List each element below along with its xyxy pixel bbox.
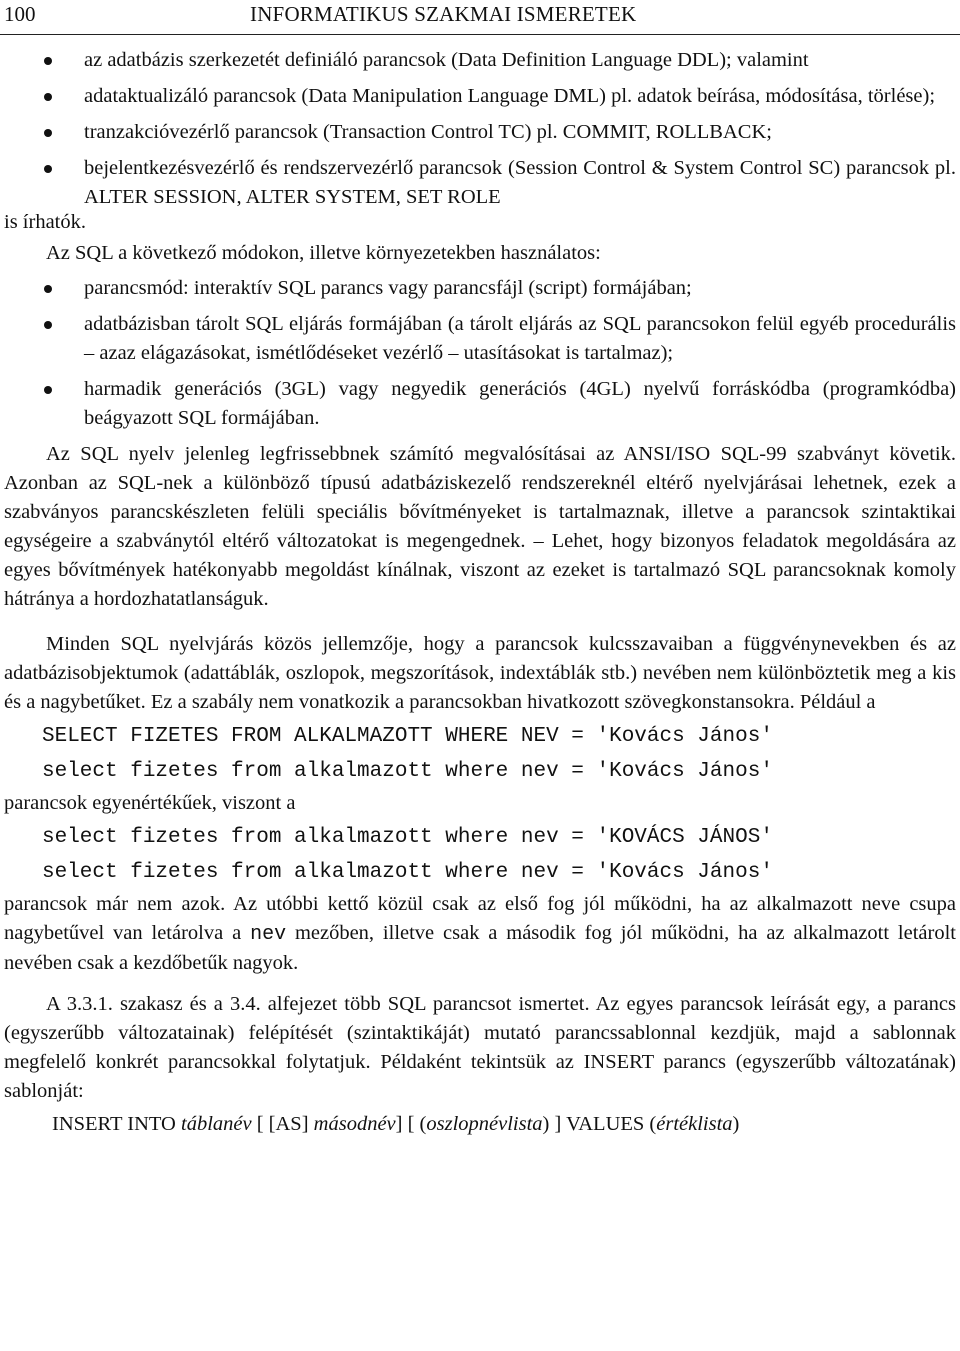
paragraph-not-equivalent: parancsok már nem azok. Az utóbbi kettő közül csak az első fog jól működni, ha az alkalmazott neve csupa nagybetűvel van letárolva a nev mezőben, illetve csak a második fog jól működni, ha az alkalmazott letárolt nevében csak a kezdőbetűk nagyok. xyxy=(4,893,956,974)
bullet-icon xyxy=(44,57,52,65)
bullet-icon xyxy=(44,129,52,137)
placeholder-table-name: táblanév xyxy=(181,1113,252,1135)
code-line: select fizetes from alkalmazott where nev = 'Kovács János' xyxy=(42,760,773,783)
code-line: select fizetes from alkalmazott where nev = 'KOVÁCS JÁNOS' xyxy=(42,826,773,849)
paragraph-case-insensitivity: Minden SQL nyelvjárás közös jellemzője, hogy a parancsok kulcsszavaiban a függvénynevekben és az adatbázisobjektumok (adattáblák, oszlopok, megszorítások, indextáblák stb.) nevében nem különböztetik meg a kis és a nagybetűket. Ez a szabály nem vonatkozik a parancsokban hivatkozott szövegkonstansokra. Például a xyxy=(4,633,956,713)
placeholder-column-list: oszlopnévlista xyxy=(426,1113,543,1135)
placeholder-value-list: értéklista xyxy=(656,1113,733,1135)
list-item: parancsmód: interaktív SQL parancs vagy parancsfájl (script) formájában; xyxy=(4,274,956,303)
page-header xyxy=(0,0,960,35)
code-example-different xyxy=(4,820,956,890)
code-line: SELECT FIZETES FROM ALKALMAZOTT WHERE NEV = 'Kovács János' xyxy=(42,725,773,748)
paragraph-equivalent: parancsok egyenértékűek, viszont a xyxy=(4,792,296,814)
bullet-icon xyxy=(44,285,52,293)
running-title: INFORMATIKUS SZAKMAI ISMERETEK xyxy=(250,2,637,26)
paragraph-section-intro: A 3.3.1. szakasz és a 3.4. alfejezet több SQL parancsot ismertet. Az egyes parancsok leírását egy, a parancs (egyszerűbb változatainak) felépítését (szintaktikáját) mutató parancssablonnal kezdjük, majd a sablonnak megfelelő konkrét parancsokkal folytatjuk. Példaként tekintsük az INSERT parancs (egyszerűbb változatának) sablonját: xyxy=(4,993,956,1102)
insert-syntax-template: INSERT INTO táblanév [ [AS] másodnév] [ (oszlopnévlista) ] VALUES (értéklista) xyxy=(52,1113,740,1135)
bullet-icon xyxy=(44,321,52,329)
list-item: adatbázisban tárolt SQL eljárás formájában (a tárolt eljárás az SQL parancsokon felül egyéb procedurális – azaz elágazásokat, ismétlődéseket vezérlő – utasításokat is tartalmaz); xyxy=(4,310,956,368)
bullet-icon xyxy=(44,386,52,394)
page-number: 100 xyxy=(4,2,36,26)
bullet-icon xyxy=(44,93,52,101)
code-line: select fizetes from alkalmazott where nev = 'Kovács János' xyxy=(42,861,773,884)
placeholder-alias: másodnév xyxy=(313,1113,396,1135)
list-item: adataktualizáló parancsok (Data Manipulation Language DML) pl. adatok beírása, módosítása, törlése); xyxy=(4,82,956,111)
inline-code: nev xyxy=(250,923,287,946)
list-item: harmadik generációs (3GL) vagy negyedik generációs (4GL) nyelvű forráskódba (programkódba) beágyazott SQL formájában. xyxy=(4,375,956,433)
bullet-icon xyxy=(44,165,52,173)
list-item: bejelentkezésvezérlő és rendszervezérlő parancsok (Session Control & System Control SC) parancsok pl. ALTER SESSION, ALTER SYSTEM, SET ROLE xyxy=(4,154,956,212)
paragraph-ansi-iso: Az SQL nyelv jelenleg legfrissebbnek számító megvalósításai az ANSI/ISO SQL-99 szabványt követik. Azonban az SQL-nek a különböző típusú adatbáziskezelő rendszereknél eltérő nyelvjárásai lehetnek, ezek a szabványos parancskészleten felüli speciális bővítményeket is tartalmaznak, illetve a parancsok szintaktikai egységeire a szabványtól eltérő változatokat is megengednek. – Lehet, hogy bizonyos feladatok megoldására az egyes bővítmények hatékonyabb megoldást kínálnak, viszont az ezeket is tartalmazó SQL parancsoknak komoly hátránya a hordozhatatlanságuk. xyxy=(4,443,956,610)
code-example-equivalent xyxy=(4,719,956,789)
page-body xyxy=(4,46,956,1139)
usage-environment-list xyxy=(4,274,956,433)
paragraph-environments: Az SQL a következő módokon, illetve környezetekben használatos: xyxy=(46,242,601,264)
command-category-list xyxy=(4,46,956,212)
list-item: tranzakcióvezérlő parancsok (Transaction Control TC) pl. COMMIT, ROLLBACK; xyxy=(4,118,956,147)
list-item: az adatbázis szerkezetét definiáló parancsok (Data Definition Language DDL); valamint xyxy=(4,46,956,75)
list-continuation: is írhatók. xyxy=(4,211,86,233)
